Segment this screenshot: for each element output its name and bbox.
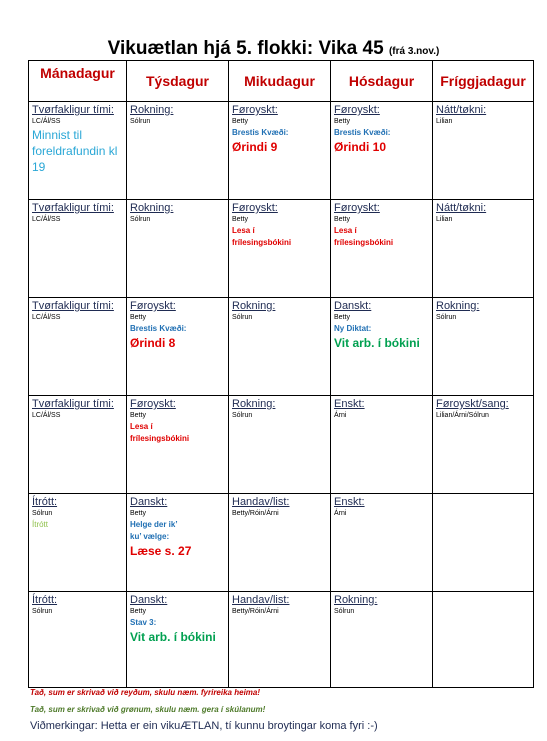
title-main: Vikuætlan hjá 5. flokki: Vika 45 xyxy=(107,38,384,59)
schedule-cell xyxy=(331,494,433,592)
subject-label: Føroyskt: xyxy=(130,300,176,312)
teacher-name: Betty xyxy=(334,118,350,125)
homework-text: Lesa í xyxy=(232,226,255,235)
subject-label: Handav/list: xyxy=(232,496,290,508)
teacher-name: Sólrun xyxy=(130,216,151,223)
teacher-name: Betty/Róin/Árni xyxy=(232,510,279,517)
task-heading: Helge der ik’ xyxy=(130,520,178,529)
subject-label: Tvørfakligur tími: xyxy=(32,202,114,214)
homework-text: Lesa í xyxy=(334,226,357,235)
title-date: (frá 3.nov.) xyxy=(388,46,440,57)
schedule-cell xyxy=(229,200,331,298)
day-header-thursday: Hósdagur xyxy=(331,61,433,102)
schedule-cell xyxy=(29,592,127,688)
subject-label: Danskt: xyxy=(130,594,168,606)
schedule-cell xyxy=(127,200,229,298)
task-heading: Stav 3: xyxy=(130,618,157,627)
subject-label: Enskt: xyxy=(334,496,365,508)
subject-label: Rokning: xyxy=(232,300,276,312)
subject-label: Føroyskt: xyxy=(130,398,176,410)
teacher-name: Betty xyxy=(130,510,146,517)
teacher-name: LC/Ál/SS xyxy=(32,314,61,321)
schedule-cell xyxy=(229,592,331,688)
schedule-cell xyxy=(433,396,534,494)
homework-text: Ørindi 10 xyxy=(334,140,387,154)
schedule-cell xyxy=(331,396,433,494)
subject-label: Nátt/tøkni: xyxy=(436,104,487,116)
subject-label: Føroyskt: xyxy=(232,202,278,214)
subject-label: Rokning: xyxy=(130,104,174,116)
teacher-name: Betty/Róin/Árni xyxy=(232,608,279,615)
teacher-name: Sólrun xyxy=(32,608,53,615)
subject-label: Føroyskt: xyxy=(334,104,380,116)
homework-text: frílesingsbókini xyxy=(232,238,292,247)
footer-remarks: Viðmerkingar: Hetta er ein vikuÆTLAN, tí kunnu broytingar koma fyri :-) xyxy=(30,720,378,732)
schedule-cell xyxy=(229,102,331,200)
day-header-tuesday: Týsdagur xyxy=(127,61,229,102)
day-header-row xyxy=(29,61,534,102)
schedule-cell xyxy=(433,592,534,688)
schedule-cell xyxy=(29,200,127,298)
subject-label: Enskt: xyxy=(334,398,365,410)
task-heading: Brestis Kvæði: xyxy=(334,128,391,137)
schedule-cell xyxy=(127,396,229,494)
schedule-cell xyxy=(127,494,229,592)
schedule-cell xyxy=(331,200,433,298)
subject-label: Rokning: xyxy=(436,300,480,312)
teacher-name: Sólrun xyxy=(232,314,253,321)
day-header-wednesday: Mikudagur xyxy=(229,61,331,102)
teacher-name: Betty xyxy=(130,412,146,419)
subject-label: Føroyskt/sang: xyxy=(436,398,509,410)
schedule-cell xyxy=(127,298,229,396)
homework-text: frílesingsbókini xyxy=(334,238,394,247)
schedule-body xyxy=(29,102,534,688)
schedule-cell xyxy=(433,298,534,396)
schedule-cell xyxy=(331,298,433,396)
subject-label: Tvørfakligur tími: xyxy=(32,104,114,116)
homework-text: Læse s. 27 xyxy=(130,544,192,558)
teacher-name: Lilian xyxy=(436,216,453,223)
teacher-name: Betty xyxy=(334,216,350,223)
teacher-name: LC/Ál/SS xyxy=(32,412,61,419)
schedule-row xyxy=(29,298,534,396)
teacher-name: Betty xyxy=(334,314,350,321)
teacher-name: Sólrun xyxy=(32,510,53,517)
reminder-text: Minnist til foreldrafundin kl 19 xyxy=(32,128,118,174)
homework-text: Ørindi 9 xyxy=(232,140,278,154)
subject-label: Danskt: xyxy=(334,300,372,312)
schedule-cell xyxy=(29,494,127,592)
teacher-name: Árni xyxy=(334,510,347,517)
subject-label: Handav/list: xyxy=(232,594,290,606)
schedule-row xyxy=(29,102,534,200)
subject-label: Tvørfakligur tími: xyxy=(32,398,114,410)
activity-note: Ítrótt xyxy=(32,520,49,529)
teacher-name: LC/Ál/SS xyxy=(32,118,61,125)
teacher-name: Sólrun xyxy=(334,608,355,615)
teacher-name: Lilian/Árni/Sólrun xyxy=(436,412,489,419)
schedule-cell xyxy=(433,494,534,592)
subject-label: Rokning: xyxy=(130,202,174,214)
schedule-row xyxy=(29,592,534,688)
schedule-cell xyxy=(229,396,331,494)
footer-homework-note: Tað, sum er skrivað við reyðum, skulu næm. fyrireika heima! xyxy=(30,688,261,697)
schedule-cell xyxy=(331,592,433,688)
subject-label: Tvørfakligur tími: xyxy=(32,300,114,312)
schedule-cell xyxy=(433,200,534,298)
subject-label: Føroyskt: xyxy=(334,202,380,214)
task-heading: Brestis Kvæði: xyxy=(130,324,187,333)
task-heading: Ny Diktat: xyxy=(334,324,372,333)
day-header-friday: Fríggjadagur xyxy=(433,61,534,102)
weekly-schedule-table xyxy=(28,60,534,688)
schedule-cell xyxy=(433,102,534,200)
subject-label: Ítrótt: xyxy=(32,594,58,606)
teacher-name: Sólrun xyxy=(130,118,151,125)
subject-label: Danskt: xyxy=(130,496,168,508)
teacher-name: LC/Ál/SS xyxy=(32,216,61,223)
teacher-name: Betty xyxy=(232,216,248,223)
homework-text: Ørindi 8 xyxy=(130,336,176,350)
teacher-name: Betty xyxy=(130,608,146,615)
teacher-name: Árni xyxy=(334,412,347,419)
subject-label: Føroyskt: xyxy=(232,104,278,116)
schedule-cell xyxy=(29,396,127,494)
schedule-cell xyxy=(331,102,433,200)
task-heading: Brestis Kvæði: xyxy=(232,128,289,137)
teacher-name: Sólrun xyxy=(436,314,457,321)
schedule-row xyxy=(29,494,534,592)
homework-text: frílesingsbókini xyxy=(130,434,190,443)
day-header-monday: Mánadagur xyxy=(29,61,127,102)
homework-text: Lesa í xyxy=(130,422,153,431)
schedule-row xyxy=(29,396,534,494)
subject-label: Ítrótt: xyxy=(32,496,58,508)
task-heading: ku’ vælge: xyxy=(130,532,170,541)
schedule-cell xyxy=(29,102,127,200)
schedule-cell xyxy=(127,102,229,200)
subject-label: Rokning: xyxy=(334,594,378,606)
teacher-name: Sólrun xyxy=(232,412,253,419)
teacher-name: Betty xyxy=(130,314,146,321)
subject-label: Nátt/tøkni: xyxy=(436,202,487,214)
teacher-name: Betty xyxy=(232,118,248,125)
classwork-text: Vit arb. í bókini xyxy=(130,630,216,644)
schedule-row xyxy=(29,200,534,298)
schedule-cell xyxy=(229,494,331,592)
classwork-text: Vit arb. í bókini xyxy=(334,336,420,350)
subject-label: Rokning: xyxy=(232,398,276,410)
schedule-cell xyxy=(29,298,127,396)
schedule-cell xyxy=(229,298,331,396)
page-title xyxy=(0,38,547,60)
schedule-cell xyxy=(127,592,229,688)
teacher-name: Lilian xyxy=(436,118,453,125)
footer-classwork-note: Tað, sum er skrivað við grønum, skulu næm. gera í skúlanum! xyxy=(30,705,266,714)
